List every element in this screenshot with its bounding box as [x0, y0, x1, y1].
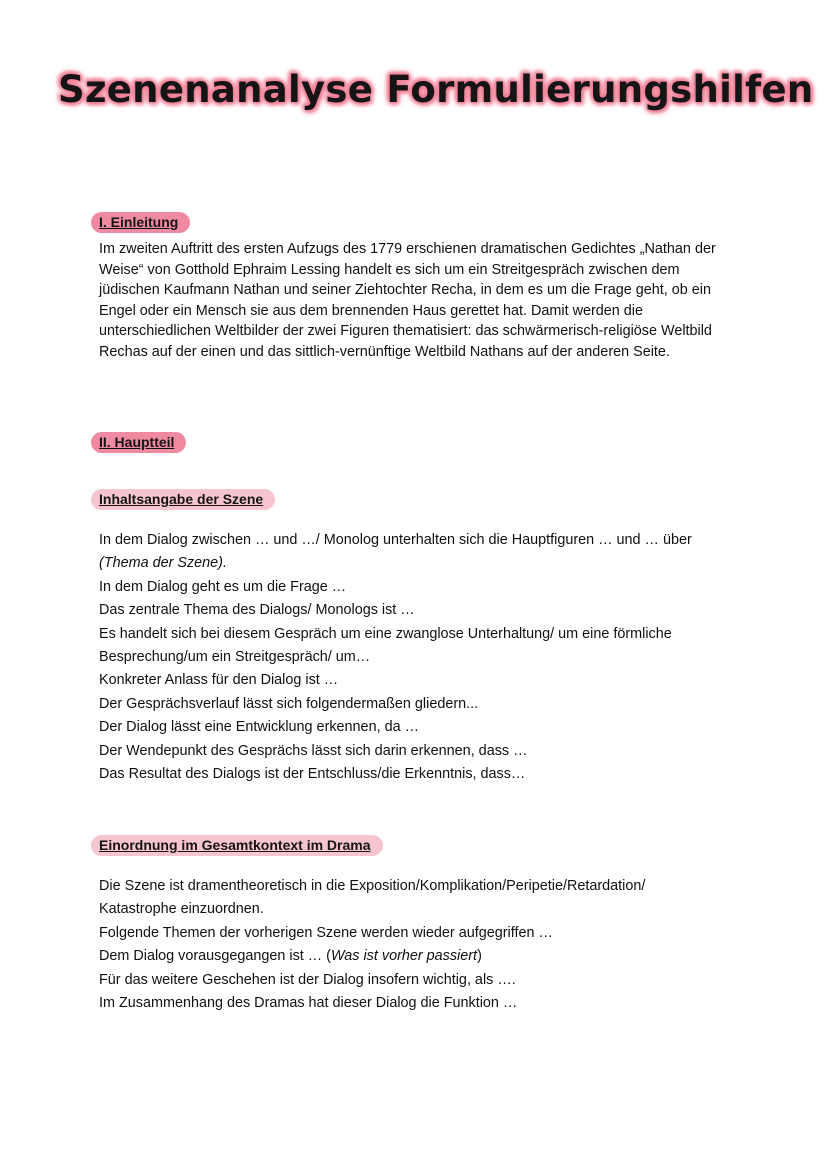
- section-heading-hauptteil: II. Hauptteil: [91, 432, 186, 453]
- phrase-line: Das zentrale Thema des Dialogs/ Monologs ist …: [99, 602, 415, 619]
- phrase-line: In dem Dialog geht es um die Frage …: [99, 578, 347, 595]
- phrase-line: In dem Dialog zwischen … und …/ Monolog unterhalten sich die Hauptfiguren … und … über: [99, 532, 692, 548]
- phrase-line: Es handelt sich bei diesem Gespräch um eine zwanglose Unterhaltung/ um eine förmliche: [99, 625, 672, 642]
- einordnung-phrases: [99, 875, 739, 1015]
- phrase-line: Der Dialog lässt eine Entwicklung erkennen, da …: [99, 719, 419, 736]
- phrase-line: Folgende Themen der vorherigen Szene werden wieder aufgegriffen …: [99, 924, 553, 941]
- phrase-italic: (Thema der Szene).: [99, 555, 227, 572]
- inhaltsangabe-phrases: [99, 529, 739, 786]
- subheading-einordnung: Einordnung im Gesamtkontext im Drama: [91, 835, 383, 856]
- einleitung-paragraph: Im zweiten Auftritt des ersten Aufzugs des 1779 erschienen dramatischen Gedichtes „Nathan der Weise“ von Gotthold Ephraim Lessing handelt es sich um ein Streitgespräch zwischen dem jüdischen Kaufmann Nathan und seiner Ziehtochter Recha, in dem es um die Frage geht, ob ein Engel oder ein Mensch sie aus dem brennenden Haus gerettet hat. Damit werden die unterschiedlichen Weltbilder der zwei Figuren thematisiert: das schwärmerisch-religiöse Weltbild Rechas auf der einen und das sittlich-vernünftige Weltbild Nathans auf der anderen Seite.: [99, 241, 716, 360]
- phrase-line: Katastrophe einzuordnen.: [99, 901, 264, 918]
- phrase-text: ): [477, 948, 482, 965]
- phrase-line: Besprechung/um ein Streitgespräch/ um…: [99, 649, 371, 666]
- subheading-inhaltsangabe: Inhaltsangabe der Szene: [91, 489, 275, 510]
- phrase-line: Für das weitere Geschehen ist der Dialog insofern wichtig, als ….: [99, 971, 516, 988]
- phrase-italic: Was ist vorher passiert: [330, 948, 478, 965]
- phrase-line: Die Szene ist dramentheoretisch in die Exposition/Komplikation/Peripetie/Retardation/: [99, 878, 646, 894]
- phrase-line: Im Zusammenhang des Dramas hat dieser Dialog die Funktion …: [99, 995, 518, 1012]
- page-title: Szenenanalyse Formulierungshilfen: [58, 68, 814, 111]
- phrase-line: [99, 552, 739, 575]
- phrase-line: Der Wendepunkt des Gesprächs lässt sich darin erkennen, dass …: [99, 742, 528, 759]
- phrase-line: Der Gesprächsverlauf lässt sich folgendermaßen gliedern...: [99, 695, 479, 712]
- phrase-text: Dem Dialog vorausgegangen ist … (: [99, 948, 331, 965]
- phrase-line: Das Resultat des Dialogs ist der Entschluss/die Erkenntnis, dass…: [99, 766, 526, 783]
- phrase-line: Konkreter Anlass für den Dialog ist …: [99, 672, 339, 689]
- phrase-line: [99, 945, 739, 968]
- section-heading-einleitung: I. Einleitung: [91, 212, 190, 233]
